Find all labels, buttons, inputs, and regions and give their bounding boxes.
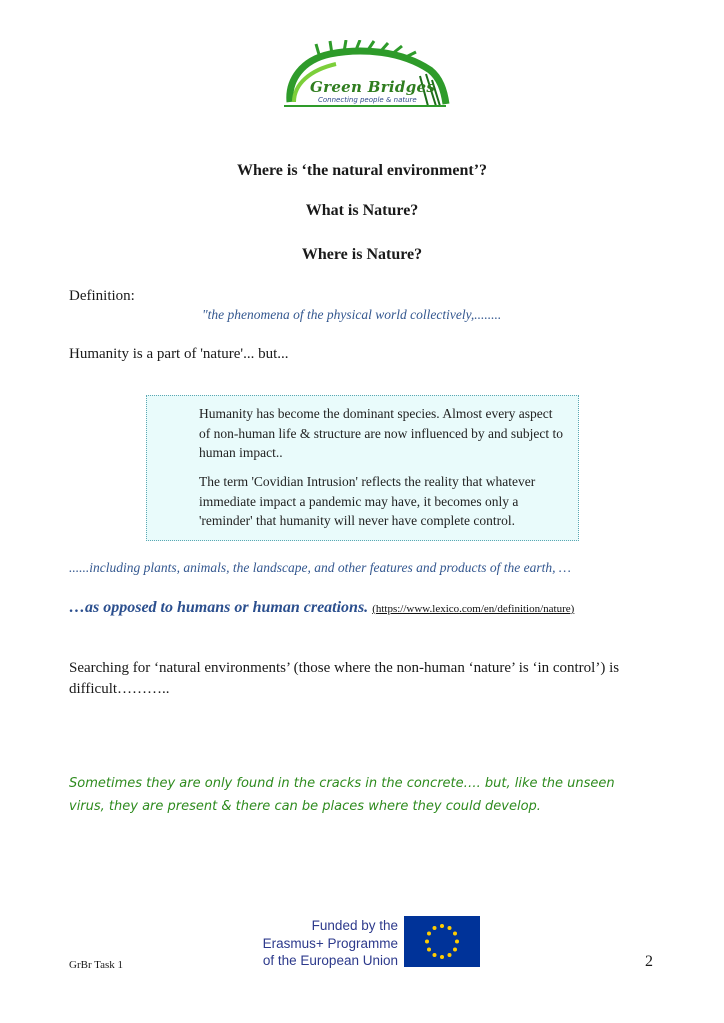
opposed-text: …as opposed to humans or human creations. [69,599,369,616]
definition-quote: "the phenomena of the physical world collectively,........ [202,307,502,322]
eu-flag-icon [404,916,480,967]
lexico-link[interactable]: (https://www.lexico.com/en/definition/nature) [372,603,575,615]
info-box-paragraph-2: The term 'Covidian Intrusion' reflects the reality that whatever immediate impact a pandemic may have, it becomes only a 'reminder' that humanity will never have complete control. [199,474,536,528]
funded-text [243,917,398,970]
definition-label: Definition: [69,288,135,304]
including-line: ......including plants, animals, the landscape, and other features and products of the earth, … [69,560,571,575]
searching-paragraph: Searching for ‘natural environments’ (those where the non-human ‘nature’ is ‘in control’) is difficult……….. [69,660,620,697]
funded-line-1: Funded by the [311,918,398,933]
info-box-paragraph-1: Humanity has become the dominant species. Almost every aspect of non-human life & structure are now influenced by and subject to human impact.. [199,406,564,460]
heading-where-is-nature: Where is Nature? [301,246,423,263]
heading-natural-environment: Where is ‘the natural environment’? [236,162,488,179]
funded-line-2: Erasmus+ Programme [262,935,398,951]
green-note: Sometimes they are only found in the cracks in the concrete…. but, like the unseen virus, they are present & there can be places where they could develop. [69,776,615,814]
footer-task-label: GrBr Task 1 [69,959,124,971]
logo-subtitle: Connecting people & nature [318,96,417,104]
page-number: 2 [645,953,653,970]
funded-line-3: of the European Union [262,953,398,968]
logo-title: Green Bridges [310,78,436,96]
heading-what-is-nature: What is Nature? [305,202,419,219]
humanity-line: Humanity is a part of 'nature'... but... [69,346,289,362]
info-box [146,395,579,541]
opposed-line [69,599,574,617]
